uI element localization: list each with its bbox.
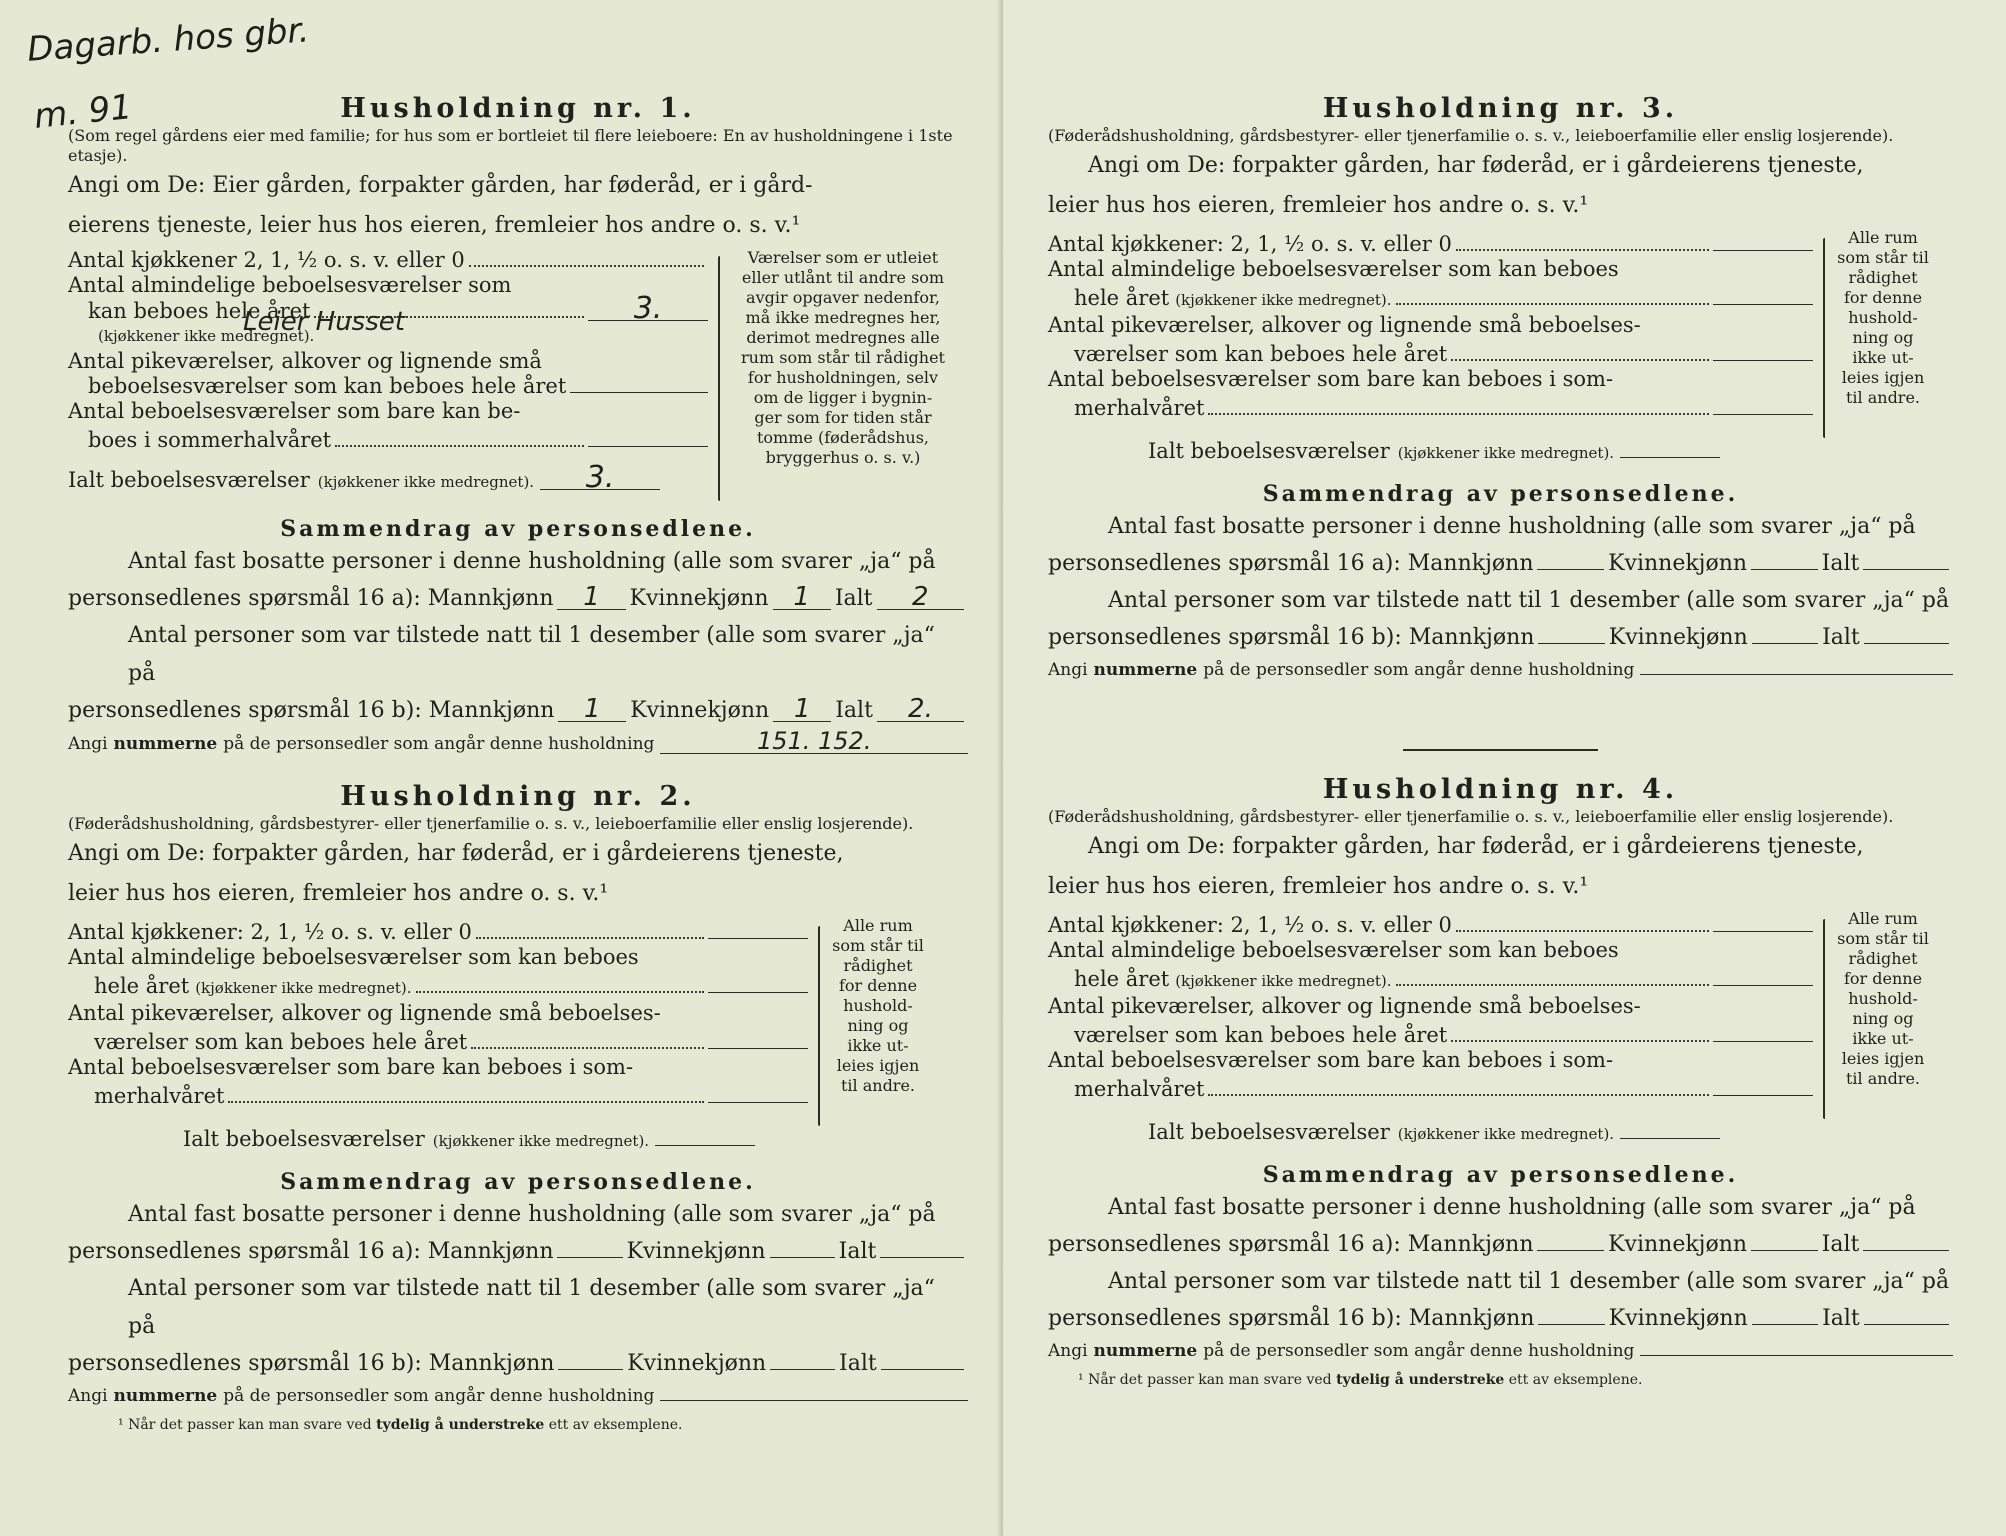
household-1-rooms: Antal kjøkkener 2, 1, ½ o. s. v. eller 0 Leier Husset Antal almindelige beboelsesværelser som kan beboes hele året 3. (kjøkkener ikke medregnet). Antal pikeværelser, alkover og lignende små beboelsesværelser som kan beboes hele året Antal beboelsesværelser som bare kan be- boes i sommerhalvåret Ialt beboelsesværelser (kjøkkener ikke medregnet). 3. Værelser som er utleiet eller utlånt til andre som avgir opgaver nedenfor, må ikke medregnes her, derimot medregnes alle rum som står til rådighet for husholdningen, selv om de ligger i bygnin- ger som for tiden står tomme (føderådshus, bryggerhus o. s. v.) bbox=[68, 248, 968, 501]
footnote-left: ¹ Når det passer kan man svare ved tydelig å understreke ett av eksemplene. bbox=[118, 1417, 683, 1433]
ordinary-rooms-answer: 3. bbox=[588, 298, 708, 321]
handwritten-margin-note-2: m. 91 bbox=[32, 86, 134, 138]
household-2: Husholdning nr. 2. (Føderådshusholdning, gårdsbestyrer- eller tjenerfamilie o. s. v., leieboerfamilie eller enslig losjerende). Angi om De: forpakter gården, har føderåd, er i gårdeierens tjeneste, leier hus hos eieren, fremleier hos andre o. s. v.¹ Antal kjøkkener: 2, 1, ½ o. s. v. eller 0 Antal almindelige beboelsesværelser som kan beboes hele året (kjøkkener ikke medregnet). Antal pikeværelser, alkover og lignende små beboelses- værelser som kan beboes hele året Antal beboelsesværelser som bare kan beboes i som- merhalvåret Ialt beboelsesværelser (kjøkkener ikke medregnet). Alle rum som står til rådighet for denne hushold- ning og ikke ut- leies igjen til andre. Sammendrag av personsedlene. Antal fast bosatte personer i denne husholdning (alle som svarer „ja“ på personsedlenes spørsmål 16 a): Mannkjønn Kvinnekjønn Ialt Antal personer som var tilstede natt til 1 desember (alle som svarer „ja“ på personsedlenes spørsmål 16 b): Mannkjønn Kvinnekjønn Ialt Angi nummerne på de personsedler som angår denne husholdning ¹ Når det passer kan man svare ved tydelig å understreke ett av eksemplene. bbox=[68, 780, 968, 1434]
total-rooms-answer: 3. bbox=[540, 467, 660, 490]
household-1-intro: (Som regel gårdens eier med familie; for hus som er bortleiet til flere leieboere: En av husholdningene i 1ste etasje). bbox=[68, 126, 953, 165]
household-1-title: Husholdning nr. 1. bbox=[340, 93, 696, 124]
household-4: Husholdning nr. 4. (Føderådshusholdning, gårdsbestyrer- eller tjenerfamilie o. s. v., leieboerfamilie eller enslig losjerende). Angi om De: forpakter gården, har føderåd, er i gårdeierens tjeneste, leier hus hos eieren, fremleier hos andre o. s. v.¹ Antal kjøkkener: 2, 1, ½ o. s. v. eller 0 Antal almindelige beboelsesværelser som kan beboes hele året (kjøkkener ikke medregnet). Antal pikeværelser, alkover og lignende små beboelses- værelser som kan beboes hele året Antal beboelsesværelser som bare kan beboes i som- merhalvåret Ialt beboelsesværelser (kjøkkener ikke medregnet). Alle rum som står til rådighet for denne hushold- ning og ikke ut- leies igjen til andre. Sammendrag av personsedlene. Antal fast bosatte personer i denne husholdning (alle som svarer „ja“ på personsedlenes spørsmål 16 a): Mannkjønn Kvinnekjønn Ialt Antal personer som var tilstede natt til 1 desember (alle som svarer „ja“ på personsedlenes spørsmål 16 b): Mannkjønn Kvinnekjønn Ialt Angi nummerne på de personsedler som angår denne husholdning ¹ Når det passer kan man svare ved tydelig å understreke ett av eksemplene. bbox=[1048, 773, 1953, 1389]
household-3-title: Husholdning nr. 3. bbox=[1322, 93, 1679, 124]
household-1-summary-title: Sammendrag av personsedlene. bbox=[280, 516, 756, 542]
household-1-angi: Angi om De: Eier gården, forpakter gården, har føderåd, er i gård- eierens tjeneste, leier hus hos eieren, fremleier hos andre o. s. v.¹ bbox=[68, 173, 813, 238]
footnote-right: ¹ Når det passer kan man svare ved tydelig å understreke ett av eksemplene. bbox=[1078, 1372, 1643, 1388]
household-4-title: Husholdning nr. 4. bbox=[1322, 774, 1679, 805]
household-2-title: Husholdning nr. 2. bbox=[340, 781, 696, 812]
household-3: Husholdning nr. 3. (Føderådshusholdning, gårdsbestyrer- eller tjenerfamilie o. s. v., leieboerfamilie eller enslig losjerende). Angi om De: forpakter gården, har føderåd, er i gårdeierens tjeneste, leier hus hos eieren, fremleier hos andre o. s. v.¹ Antal kjøkkener: 2, 1, ½ o. s. v. eller 0 Antal almindelige beboelsesværelser som kan beboes hele året (kjøkkener ikke medregnet). Antal pikeværelser, alkover og lignende små beboelses- værelser som kan beboes hele året Antal beboelsesværelser som bare kan beboes i som- merhalvåret Ialt beboelsesværelser (kjøkkener ikke medregnet). Alle rum som står til rådighet for denne hushold- ning og ikke ut- leies igjen til andre. Sammendrag av personsedlene. Antal fast bosatte personer i denne husholdning (alle som svarer „ja“ på personsedlenes spørsmål 16 a): Mannkjønn Kvinnekjønn Ialt Antal personer som var tilstede natt til 1 desember (alle som svarer „ja“ på personsedlenes spørsmål 16 b): Mannkjønn Kvinnekjønn Ialt Angi nummerne på de personsedler som angår denne husholdning bbox=[1048, 92, 1953, 684]
kitchens-answer: Leier Husset bbox=[243, 307, 405, 337]
section-divider bbox=[1403, 749, 1598, 751]
household-1-numbers: Angi nummerne på de personsedler som angår denne husholdning 151. 152. bbox=[68, 729, 968, 758]
household-1-side-note: Værelser som er utleiet eller utlånt til andre som avgir opgaver nedenfor, må ikke medregnes her, derimot medregnes alle rum som står til rådighet for husholdningen, selv om de ligger i bygnin- ger som for tiden står tomme (føderådshus, bryggerhus o. s. v.) bbox=[741, 248, 945, 467]
handwritten-margin-note: Dagarb. hos gbr. bbox=[26, 10, 311, 70]
right-page bbox=[1003, 0, 2006, 1536]
household-1: Husholdning nr. 1. (Som regel gårdens eier med familie; for hus som er bortleiet til flere leieboere: En av husholdningene i 1ste etasje). Angi om De: Eier gården, forpakter gården, har føderåd, er i gård- eierens tjeneste, leier hus hos eieren, fremleier hos andre o. s. v.¹ Antal kjøkkener 2, 1, ½ o. s. v. eller 0 Leier Husset Antal almindelige beboelsesværelser som kan beboes hele året 3. (kjøkkener ikke medregnet). Antal pikeværelser, alkover og lignende små beboelsesværelser som kan beboes hele året Antal beboelsesværelser som bare kan be- boes i sommerhalvåret Ialt beboelsesværelser (kjøkkener ikke medregnet). 3. Værelser som er utleiet eller utlånt til andre som avgir opgaver nedenfor, må ikke medregnes her, derimot medregnes alle rum som står til rådighet for husholdningen, selv om de ligger i bygnin- ger som for tiden står tomme (føderådshus, bryggerhus o. s. v.) Sammendrag av personsedlene. Antal fast bosatte personer i denne husholdning (alle som svarer „ja“ på personsedlenes spørsmål 16 a): Mannkjønn 1 Kvinnekjønn 1 Ialt 2 Antal personer som var tilstede natt til 1 desember (alle som svarer „ja“ på personsedlenes spørsmål 16 b): Mannkjønn 1 Kvinnekjønn 1 Ialt 2. Angi nummerne på de personsedler som angår denne husholdning 151. 152. bbox=[68, 92, 968, 758]
